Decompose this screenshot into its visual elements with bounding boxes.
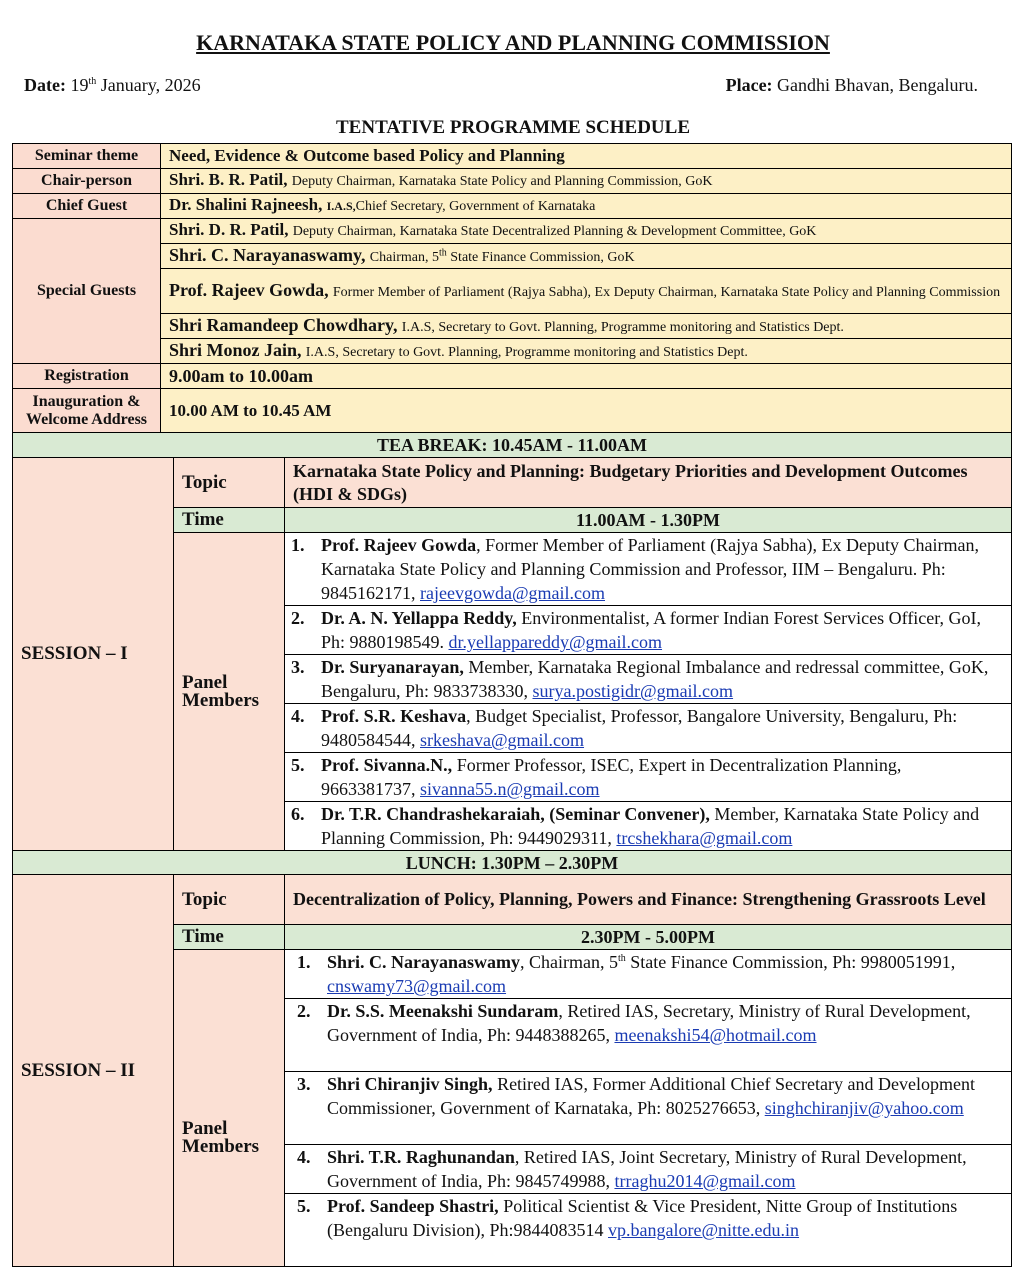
email-link[interactable]: meenakshi54@hotmail.com [614, 1025, 817, 1045]
chair-value: Shri. B. R. Patil, Deputy Chairman, Karnataka State Policy and Planning Commission, GoK [161, 169, 1012, 194]
document-title: KARNATAKA STATE POLICY AND PLANNING COMMISSION [196, 30, 830, 55]
panel-member: 1. Prof. Rajeev Gowda, Former Member of Parliament (Rajya Sabha), Ex Deputy Chairman, Karnataka State Policy and Planning Commission and Professor, IIM – Bengaluru. Ph: 9845162171, rajeevgowda@gmail.com [285, 533, 1011, 606]
email-link[interactable]: dr.yellappareddy@gmail.com [448, 632, 663, 652]
panel-member: 1. Shri. C. Narayanaswamy, Chairman, 5th State Finance Commission, Ph: 9980051991, cnswamy73@gmail.com [285, 950, 1011, 999]
chair-label: Chair-person [13, 169, 161, 194]
session-1-time-label: Time [174, 508, 285, 533]
seminar-theme-value: Need, Evidence & Outcome based Policy and Planning [161, 144, 1012, 169]
inauguration-time: 10.00 AM to 10.45 AM [161, 389, 1012, 433]
panel-member: 3. Dr. Suryanarayan, Member, Karnataka Regional Imbalance and redressal committee, GoK, Bengaluru, Ph: 9833738330, surya.postigidr@gmail.com [285, 655, 1011, 704]
email-link[interactable]: rajeevgowda@gmail.com [420, 583, 606, 603]
panel-member: 5. Prof. Sandeep Shastri, Political Scientist & Vice President, Nitte Group of Institutions (Bengaluru Division), Ph:9844083514 vp.bangalore@nitte.edu.in [297, 1196, 958, 1240]
email-link[interactable]: trraghu2014@gmail.com [614, 1171, 796, 1191]
session-1-panel [285, 533, 1012, 851]
special-guest: Shri Ramandeep Chowdhary, I.A.S, Secretary to Govt. Planning, Programme monitoring and Statistics Dept. [161, 314, 1012, 339]
panel-member: 6. Dr. T.R. Chandrashekaraiah, (Seminar Convener), Member, Karnataka State Policy and Planning Commission, Ph: 9449029311, trcshekhara@gmail.com [291, 804, 980, 848]
email-link[interactable]: vp.bangalore@nitte.edu.in [608, 1220, 800, 1240]
session-1-topic: Karnataka State Policy and Planning: Budgetary Priorities and Development Outcomes (HDI & SDGs) [285, 458, 1012, 508]
panel-member: 4. Shri. T.R. Raghunandan, Retired IAS, Joint Secretary, Ministry of Rural Development, Government of India, Ph: 9845749988, trraghu2014@gmail.com [285, 1145, 1011, 1194]
place-line: Place: Gandhi Bhavan, Bengaluru. [725, 75, 978, 95]
panel-member: 4. Prof. S.R. Keshava, Budget Specialist, Professor, Bangalore University, Bengaluru, Ph: 9480584544, srkeshava@gmail.com [285, 704, 1011, 753]
overview-table [12, 143, 1012, 433]
session-2-topic: Decentralization of Policy, Planning, Powers and Finance: Strengthening Grassroots Level [285, 875, 1012, 925]
session-1-label: SESSION – I [13, 458, 174, 851]
session-1-topic-label: Topic [174, 458, 285, 508]
tea-break-bar: TEA BREAK: 10.45AM - 11.00AM [13, 433, 1012, 458]
date-line: Date: 19th January, 2026 [24, 75, 201, 95]
special-guest: Shri. C. Narayanaswamy, Chairman, 5th State Finance Commission, GoK [161, 244, 1012, 269]
email-link[interactable]: srkeshava@gmail.com [420, 730, 585, 750]
chief-guest-label: Chief Guest [13, 194, 161, 219]
session-2-topic-label: Topic [174, 875, 285, 925]
email-link[interactable]: singhchiranjiv@yahoo.com [764, 1098, 964, 1118]
special-guest: Shri Monoz Jain, I.A.S, Secretary to Govt. Planning, Programme monitoring and Statistics Dept. [161, 339, 1012, 364]
panel-member: 3. Shri Chiranjiv Singh, Retired IAS, Former Additional Chief Secretary and Development Commissioner, Government of Karnataka, Ph: 8025276653, singhchiranjiv@yahoo.com [285, 1072, 1011, 1145]
email-link[interactable]: trcshekhara@gmail.com [616, 828, 793, 848]
email-link[interactable]: cnswamy73@gmail.com [327, 976, 507, 996]
sessions-table [12, 432, 1012, 1267]
session-1-time: 11.00AM - 1.30PM [285, 508, 1012, 533]
session-2-panel [285, 950, 1012, 1267]
session-1-panel-label: Panel Members [174, 533, 285, 851]
chief-guest-value: Dr. Shalini Rajneesh, I.A.S,Chief Secretary, Government of Karnataka [161, 194, 1012, 219]
registration-label: Registration [13, 364, 161, 389]
panel-member: 2. Dr. S.S. Meenakshi Sundaram, Retired IAS, Secretary, Ministry of Rural Development, Government of India, Ph: 9448388265, meenakshi54@hotmail.com [285, 999, 1011, 1072]
lunch-bar: LUNCH: 1.30PM – 2.30PM [13, 851, 1012, 875]
special-guests-label: Special Guests [13, 219, 161, 364]
session-2-time-label: Time [174, 925, 285, 950]
session-2-time: 2.30PM - 5.00PM [285, 925, 1012, 950]
panel-member: 2. Dr. A. N. Yellappa Reddy, Environmentalist, A former Indian Forest Services Officer, GoI, Ph: 9880198549. dr.yellappareddy@gmail.com [285, 606, 1011, 655]
schedule-subtitle: TENTATIVE PROGRAMME SCHEDULE [336, 117, 690, 138]
special-guest: Shri. D. R. Patil, Deputy Chairman, Karnataka State Decentralized Planning & Development Committee, GoK [161, 219, 1012, 244]
registration-time: 9.00am to 10.00am [161, 364, 1012, 389]
email-link[interactable]: surya.postigidr@gmail.com [532, 681, 734, 701]
email-link[interactable]: sivanna55.n@gmail.com [420, 779, 600, 799]
session-2-label: SESSION – II [13, 875, 174, 1267]
panel-member: 5. Prof. Sivanna.N., Former Professor, ISEC, Expert in Decentralization Planning, 9663381737, sivanna55.n@gmail.com [285, 753, 1011, 802]
session-2-panel-label: Panel Members [174, 950, 285, 1267]
seminar-theme-label: Seminar theme [13, 144, 161, 169]
special-guest: Prof. Rajeev Gowda, Former Member of Parliament (Rajya Sabha), Ex Deputy Chairman, Karnataka State Policy and Planning Commission [161, 269, 1012, 314]
inauguration-label: Inauguration & Welcome Address [13, 389, 161, 433]
